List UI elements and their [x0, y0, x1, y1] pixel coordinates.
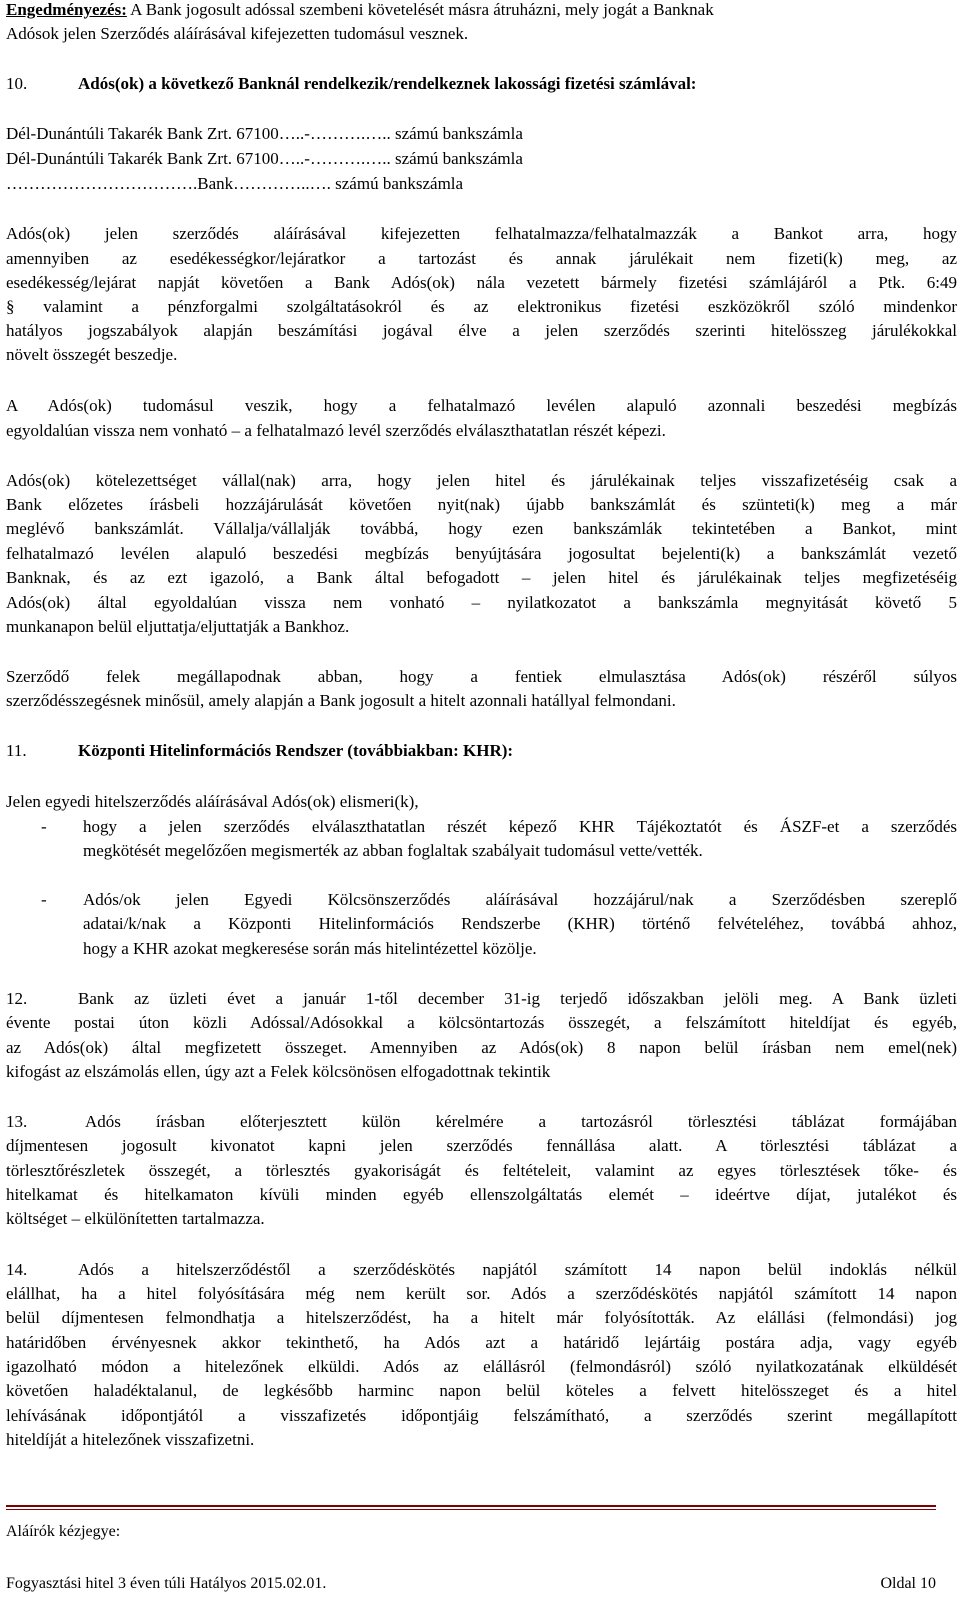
- bullet-line: hogy a jelen szerződés elválaszthatatlan részét képező KHR Tájékoztatót és ÁSZF-et a szerződés: [83, 817, 957, 836]
- section-14-number: 14.: [6, 1260, 28, 1279]
- footer-signers-label: Aláírók kézjegye:: [6, 1523, 121, 1540]
- paragraph-line: Bank előzetes írásbeli hozzájárulását követően nyit(nak) újabb bankszámlát és szünteti(k) meg a már: [6, 495, 957, 514]
- paragraph-line: Adós a hitelszerződéstől a szerződéskötés napjától számított 14 napon belül indoklás nélkül: [78, 1260, 957, 1279]
- paragraph-line: hatályos jogszabályok alapján beszámítási jogával élve a jelen szerződés szerinti hitelösszeg járulékokkal: [6, 321, 957, 340]
- section-12-number: 12.: [6, 989, 28, 1008]
- paragraph-line: díjmentesen jogosult kivonatot kapni jelen szerződés fennállása alatt. A törlesztési táblázat a: [6, 1136, 957, 1155]
- assignment-clause: [6, 0, 714, 20]
- bullet-dash: -: [41, 890, 47, 909]
- paragraph-line: hitelkamat és hitelkamaton kívüli minden egyéb ellenszolgáltatás elemét – ideértve díjat, jutalékot és: [6, 1185, 957, 1204]
- paragraph-line: munkanapon belül eljuttatja/eljuttatják a Bankhoz.: [6, 617, 350, 636]
- paragraph-line: Adós(ok) kötelezettséget vállal(nak) arra, hogy jelen hitel és járulékainak teljes visszafizetéséig csak a: [6, 471, 957, 490]
- paragraph-line: határidőben érvényesnek akkor tekinthető, ha Adós azt a határidő lejártáig postára adja, vagy egyéb: [6, 1333, 957, 1352]
- paragraph-line: növelt összegét beszedje.: [6, 345, 178, 364]
- assignment-text: A Bank jogosult adóssal szembeni követelését másra átruházni, mely jogát a Banknak: [126, 0, 714, 19]
- section-11-title: Központi Hitelinformációs Rendszer (továbbiakban: KHR):: [78, 741, 514, 760]
- paragraph-line: Bank az üzleti évet a január 1-től december 31-ig terjedő időszakban jelöli meg. A Bank üzleti: [78, 989, 957, 1008]
- paragraph-line: § valamint a pénzforgalmi szolgáltatásokról és az elektronikus fizetési eszközökről szóló mindenkor: [6, 297, 957, 316]
- paragraph-line: évente postai úton közli Adóssal/Adósokkal a kölcsöntartozás összegét, a felszámított hiteldíjat és egyéb,: [6, 1013, 957, 1032]
- paragraph-line: követően haladéktalanul, de legkésőbb harminc napon belül köteles a felvett hitelösszeget és a hitel: [6, 1381, 957, 1400]
- paragraph-line: lehívásának időpontjától a visszafizetés időpontjáig felszámítható, a szerződés szerint megállapított: [6, 1406, 957, 1425]
- paragraph-line: Szerződő felek megállapodnak abban, hogy a fentiek elmulasztása Adós(ok) részéről súlyos: [6, 667, 957, 686]
- bank-account-line-1: Dél-Dunántúli Takarék Bank Zrt. 67100…..-……….….. számú bankszámla: [6, 124, 523, 143]
- section-10-title: Adós(ok) a következő Banknál rendelkezik/rendelkeznek lakossági fizetési számlával:: [78, 74, 697, 93]
- assignment-label: Engedményezés:: [6, 0, 127, 19]
- paragraph-line: elállhat, ha a hitel folyósítására még nem került sor. Adós a szerződéskötés napjától számított 14 napon: [6, 1284, 957, 1303]
- section-13-number: 13.: [6, 1112, 28, 1131]
- footer-page-number: Oldal 10: [880, 1575, 936, 1592]
- paragraph-line: meglévő bankszámlát. Vállalja/vállalják továbbá, hogy ezen bankszámlák tekintetében a Bankot, mint: [6, 519, 957, 538]
- paragraph-line: A Adós(ok) tudomásul veszik, hogy a felhatalmazó levélen alapuló azonnali beszedési megbízás: [6, 396, 957, 415]
- paragraph-line: szerződésszegésnek minősül, amely alapján a Bank jogosult a hitelt azonnali hatállyal felmondani.: [6, 691, 676, 710]
- paragraph-line: belül díjmentesen felmondhatja a hitelszerződést, ha a hitelt már folyósították. Az elállási (felmondási) jog: [6, 1308, 957, 1327]
- paragraph-line: Adós írásban előterjesztett külön kérelmére a tartozásról törlesztési táblázat formájában: [85, 1112, 957, 1131]
- bullet-line: adatai/k/nak a Központi Hitelinformációs Rendszerbe (KHR) történő felvételéhez, továbbá ahhoz,: [83, 914, 957, 933]
- bullet-line: megkötését megelőzően megismerték az abban foglaltak szabályait tudomásul vette/vették.: [83, 841, 703, 860]
- paragraph-line: felhatalmazó levélen alapuló beszedési megbízás benyújtására jogosultat bejelenti(k) a bankszámlát vezető: [6, 544, 957, 563]
- footer-rule-thin: [6, 1509, 936, 1510]
- paragraph-line: költséget – elkülönítetten tartalmazza.: [6, 1209, 265, 1228]
- paragraph-line: törlesztőrészletek összegét, a törlesztés gyakoriságát és feltételeit, valamint az egyes törlesztések tőke- és: [6, 1161, 957, 1180]
- paragraph-line: egyoldalúan vissza nem vonható – a felhatalmazó levél szerződés elválaszthatatlan részét képezi.: [6, 421, 666, 440]
- bank-account-line-3: …………………………….Bank…………..…. számú bankszámla: [6, 174, 464, 193]
- bank-account-line-2: Dél-Dunántúli Takarék Bank Zrt. 67100…..-……….….. számú bankszámla: [6, 149, 523, 168]
- section-10-number: 10.: [6, 74, 28, 93]
- paragraph-line: az Adós(ok) által megfizetett összeget. Amennyiben az Adós(ok) 8 napon belül írásban nem emel(nek): [6, 1038, 957, 1057]
- assignment-clause-cont: Adósok jelen Szerződés aláírásával kifejezetten tudomásul vesznek.: [6, 24, 469, 43]
- bullet-line: Adós/ok jelen Egyedi Kölcsönszerződés aláírásával hozzájárul/nak a Szerződésben szereplő: [83, 890, 957, 909]
- bullet-dash: -: [41, 817, 47, 836]
- paragraph-line: esedékesség/lejárat napját követően a Bank Adós(ok) nála vezetett bármely fizetési számlájáról a Ptk. 6:49: [6, 273, 957, 292]
- section-11-intro: Jelen egyedi hitelszerződés aláírásával Adós(ok) elismeri(k),: [6, 792, 419, 811]
- bullet-line: hogy a KHR azokat megkeresése során más hitelintézettel közölje.: [83, 939, 537, 958]
- paragraph-line: Banknak, és az ezt igazoló, a Bank által befogadott – jelen hitel és járulékainak teljes megfizetéséig: [6, 568, 957, 587]
- paragraph-line: hiteldíját a hitelezőnek visszafizetni.: [6, 1430, 255, 1449]
- footer-document-id: Fogyasztási hitel 3 éven túli Hatályos 2015.02.01.: [6, 1575, 327, 1592]
- paragraph-line: amennyiben az esedékességkor/lejáratkor a tartozást és annak járulékait nem fizeti(k) meg, az: [6, 249, 957, 268]
- paragraph-line: kifogást az elszámolás ellen, úgy azt a Felek kölcsönösen elfogadottnak tekintik: [6, 1062, 551, 1081]
- paragraph-line: Adós(ok) által egyoldalúan vissza nem vonható – nyilatkozatot a bankszámla megnyitását követő 5: [6, 593, 957, 612]
- paragraph-line: Adós(ok) jelen szerződés aláírásával kifejezetten felhatalmazza/felhatalmazzák a Bankot arra, hogy: [6, 224, 957, 243]
- footer-rule: [6, 1505, 936, 1507]
- paragraph-line: igazolható módon a hitelezőnek elküldi. Adós az elállásról (felmondásról) szóló nyilatkozatának elküldését: [6, 1357, 957, 1376]
- section-11-number: 11.: [6, 741, 27, 760]
